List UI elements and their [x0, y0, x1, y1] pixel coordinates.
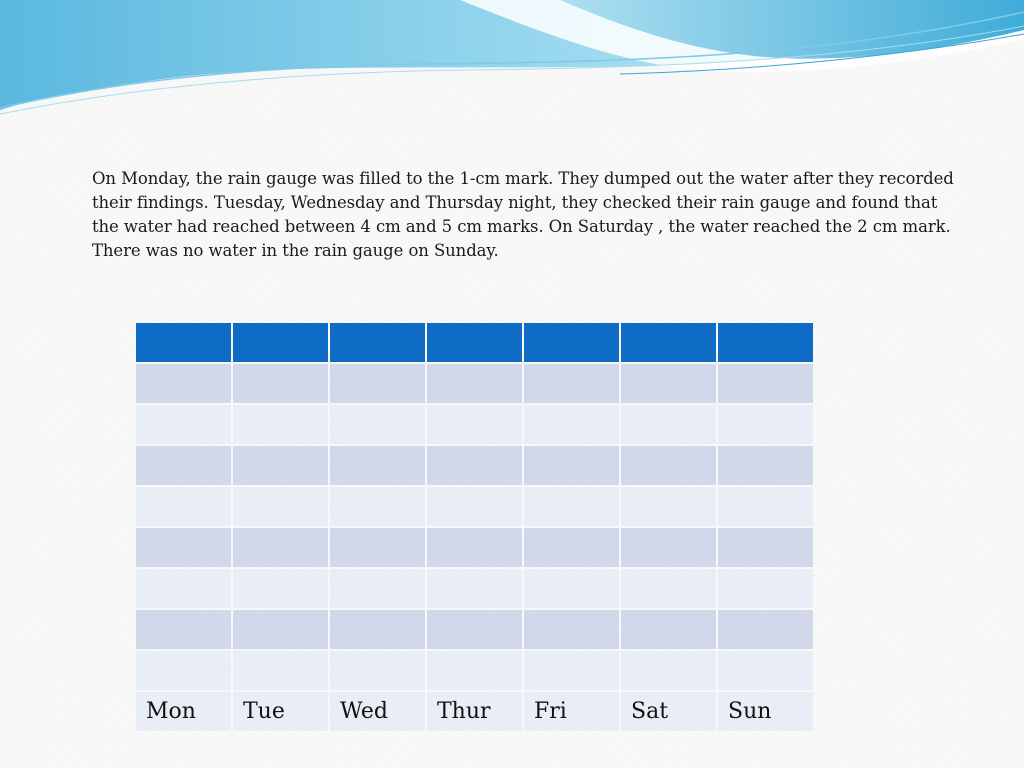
table-cell: [427, 569, 522, 608]
table-cell: [524, 528, 619, 567]
table-cell: [621, 610, 716, 649]
header-cell: [718, 323, 813, 362]
table-cell: [233, 487, 328, 526]
table-cell: [524, 446, 619, 485]
table-cell: [718, 364, 813, 403]
table-cell: [136, 405, 231, 444]
day-label-thur: Thur: [427, 692, 522, 731]
table-cell: [330, 569, 425, 608]
table-cell: [136, 528, 231, 567]
table-cell: [427, 487, 522, 526]
table-cell: [427, 528, 522, 567]
header-cell: [427, 323, 522, 362]
table-cell: [136, 364, 231, 403]
header-cell: [233, 323, 328, 362]
table-cell: [718, 651, 813, 690]
table-cell: [330, 487, 425, 526]
table-cell: [621, 487, 716, 526]
table-cell: [330, 364, 425, 403]
table-cell: [136, 446, 231, 485]
header-cell: [136, 323, 231, 362]
table-row: [136, 528, 813, 567]
day-label-mon: Mon: [136, 692, 231, 731]
table-cell: [233, 446, 328, 485]
table-cell: [427, 446, 522, 485]
table-cell: [233, 569, 328, 608]
table-row: [136, 364, 813, 403]
day-label-sat: Sat: [621, 692, 716, 731]
table-row: [136, 651, 813, 690]
problem-text: On Monday, the rain gauge was filled to the 1-cm mark. They dumped out the water after they recorded their findings. Tuesday, Wednesday and Thursday night, they checked their rain gauge and found that the water had reached between 4 cm and 5 cm marks. On Saturday , the water reached the 2 cm mark. There was no water in the rain gauge on Sunday.: [92, 169, 954, 260]
table-cell: [621, 528, 716, 567]
table-header-row: [136, 323, 813, 362]
table-cell: [621, 446, 716, 485]
table-cell: [427, 610, 522, 649]
table-cell: [524, 364, 619, 403]
table-cell: [718, 487, 813, 526]
day-label-sun: Sun: [718, 692, 813, 731]
table-cell: [330, 610, 425, 649]
table-cell: [621, 405, 716, 444]
table-cell: [136, 487, 231, 526]
table-cell: [233, 364, 328, 403]
table-row: [136, 446, 813, 485]
table-cell: [524, 610, 619, 649]
day-label-tue: Tue: [233, 692, 328, 731]
table-row: [136, 487, 813, 526]
table-cell: [233, 528, 328, 567]
day-label-fri: Fri: [524, 692, 619, 731]
table-cell: [136, 651, 231, 690]
day-labels-row: [136, 692, 813, 731]
header-cell: [621, 323, 716, 362]
table-cell: [330, 446, 425, 485]
day-label-wed: Wed: [330, 692, 425, 731]
table-cell: [524, 569, 619, 608]
table-cell: [524, 405, 619, 444]
table-cell: [524, 487, 619, 526]
table-cell: [718, 446, 813, 485]
table-cell: [330, 405, 425, 444]
table-cell: [233, 610, 328, 649]
table-row: [136, 610, 813, 649]
table-cell: [718, 528, 813, 567]
table-cell: [233, 405, 328, 444]
table-cell: [136, 610, 231, 649]
table-cell: [524, 651, 619, 690]
table-cell: [427, 364, 522, 403]
table-cell: [718, 610, 813, 649]
header-cell: [524, 323, 619, 362]
header-cell: [330, 323, 425, 362]
table-cell: [621, 569, 716, 608]
table-cell: [621, 364, 716, 403]
table-row: [136, 405, 813, 444]
table-cell: [718, 405, 813, 444]
table-cell: [427, 651, 522, 690]
table-cell: [136, 569, 231, 608]
table-cell: [718, 569, 813, 608]
wave-decoration: [0, 0, 1024, 120]
table-cell: [427, 405, 522, 444]
table-cell: [330, 528, 425, 567]
table-row: [136, 569, 813, 608]
rain-gauge-graph-table: [134, 321, 815, 733]
table-cell: [330, 651, 425, 690]
table-cell: [233, 651, 328, 690]
table-cell: [621, 651, 716, 690]
